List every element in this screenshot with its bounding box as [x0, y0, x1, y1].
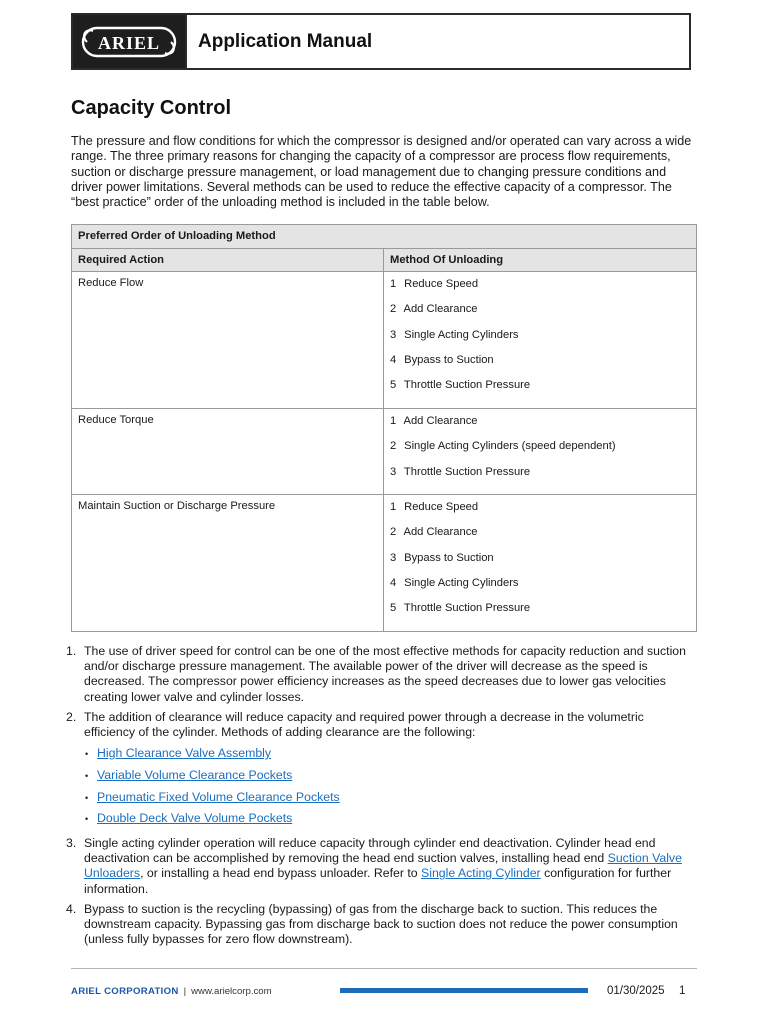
method-item: 3 Throttle Suction Pressure — [390, 465, 531, 478]
document-header — [71, 13, 691, 70]
footer-website[interactable]: www.arielcorp.com — [191, 985, 272, 997]
methods-cell — [384, 409, 697, 495]
footer-divider — [71, 968, 697, 969]
footer-company: ARIEL CORPORATION — [71, 985, 179, 997]
method-item: 4 Bypass to Suction — [390, 353, 494, 366]
list-item: • Variable Volume Clearance Pockets — [85, 767, 293, 782]
method-item: 4 Single Acting Cylinders — [390, 576, 519, 589]
ariel-logo — [73, 15, 187, 68]
link-high-clearance-valve-assembly[interactable]: High Clearance Valve Assembly — [97, 746, 272, 761]
link-single-acting-cylinder[interactable]: Single Acting Cylinder — [421, 866, 541, 881]
note-1 — [64, 644, 698, 705]
note-4 — [64, 902, 698, 948]
table-header-row — [72, 249, 697, 272]
method-item: 2 Add Clearance — [390, 303, 478, 316]
unloading-method-table — [71, 224, 697, 632]
note-number: 4. — [66, 901, 77, 916]
table-row — [72, 495, 697, 632]
methods-cell — [384, 495, 697, 632]
methods-cell — [384, 272, 697, 409]
footer-accent-bar — [340, 988, 588, 993]
link-suction-valve-unloaders[interactable]: Suction Valve Unloaders — [84, 851, 682, 881]
required-action-cell: Reduce Flow — [72, 272, 384, 409]
page-number: 1 — [679, 985, 686, 997]
list-item: • High Clearance Valve Assembly — [85, 746, 272, 761]
method-item: 1 Reduce Speed — [390, 278, 479, 290]
page-footer — [71, 983, 697, 999]
note-number: 3. — [66, 835, 77, 850]
note-text: The addition of clearance will reduce capacity and required power through a decrease in the volumetric efficiency of the cylinder. Methods of adding clearance are the following: — [84, 709, 644, 740]
method-item: 3 Bypass to Suction — [390, 551, 494, 564]
link-variable-volume-clearance-pockets[interactable]: Variable Volume Clearance Pockets — [97, 767, 293, 782]
note-number: 2. — [66, 709, 77, 724]
method-item: 5 Throttle Suction Pressure — [390, 602, 531, 615]
method-item: 1 Reduce Speed — [390, 501, 479, 513]
clearance-methods-list — [84, 746, 698, 833]
table-row — [72, 272, 697, 409]
method-item: 1 Add Clearance — [390, 415, 478, 427]
method-item: 3 Single Acting Cylinders — [390, 328, 519, 341]
list-item: • Pneumatic Fixed Volume Clearance Pockets — [85, 789, 340, 804]
note-number: 1. — [66, 644, 77, 658]
note-2 — [64, 710, 698, 831]
column-header-method: Method Of Unloading — [384, 249, 697, 272]
svg-text:ARIEL: ARIEL — [97, 32, 161, 53]
link-double-deck-valve-volume-pockets[interactable]: Double Deck Valve Volume Pockets — [97, 811, 293, 826]
column-header-required-action: Required Action — [72, 249, 384, 272]
table-caption-row — [72, 225, 697, 249]
link-pneumatic-fixed-volume-clearance-pockets[interactable]: Pneumatic Fixed Volume Clearance Pockets — [97, 789, 340, 804]
intro-paragraph: The pressure and flow conditions for which the compressor is designed and/or operated can vary across a wide range. The three primary reasons for changing the capacity of a compressor are process flow requirements, suction or discharge pressure management, or load management due to changing pressure conditions and driver power limitations. Several methods can be used to reduce the effective capacity of a compressor. The “best practice” order of the unloading method is included in the table below. — [71, 134, 692, 210]
list-item: • Double Deck Valve Volume Pockets — [85, 811, 293, 826]
note-3 — [64, 836, 698, 897]
header-title: Application Manual — [198, 30, 373, 52]
note-text: Single acting cylinder operation will reduce capacity through cylinder end deactivation. Cylinder head end deactivation can be accomplished by removing the head end suction valves, installing head end Suction Valve Unloaders, or installing a head end bypass unloader. Refer to Single Acting Cylinder configuration for further information. — [84, 835, 682, 896]
required-action-cell: Maintain Suction or Discharge Pressure — [72, 495, 384, 632]
table-row — [72, 409, 697, 495]
note-text: Bypass to suction is the recycling (bypassing) of gas from the discharge back to suction. This reduces the downstream capacity. Bypassing gas from discharge back to suction does not reduce the power consumption (unless fully bypasses for zero flow downstream). — [84, 901, 678, 947]
ariel-logo-icon — [79, 22, 179, 62]
table-caption: Preferred Order of Unloading Method — [72, 225, 697, 249]
method-item: 2 Single Acting Cylinders (speed dependent) — [390, 440, 616, 453]
method-item: 2 Add Clearance — [390, 526, 478, 539]
footer-separator: | — [183, 985, 187, 997]
method-item: 5 Throttle Suction Pressure — [390, 379, 531, 392]
required-action-cell: Reduce Torque — [72, 409, 384, 495]
page-title: Capacity Control — [71, 97, 232, 119]
footer-date: 01/30/2025 — [607, 985, 665, 997]
numbered-notes — [64, 644, 698, 952]
note-text: The use of driver speed for control can be one of the most effective methods for capacity reduction and suction and/or discharge pressure management. The available power of the driver will decrease as the speed is decreased. The compressor power efficiency increases as the speed decreases due to lower gas velocities creating lower valve and cylinder losses. — [84, 644, 686, 704]
